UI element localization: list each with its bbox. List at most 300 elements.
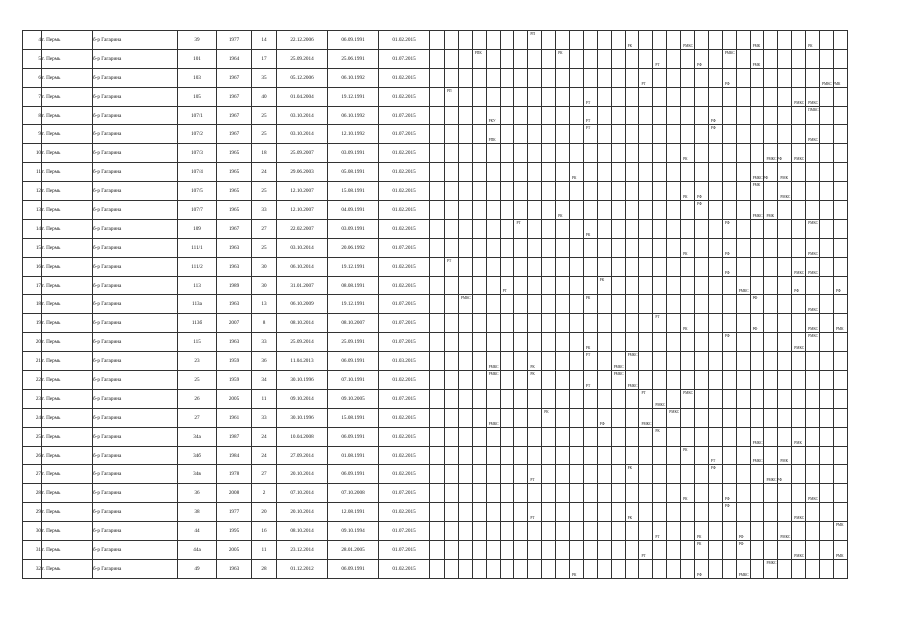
work-code: РФ	[794, 289, 800, 294]
mark-cell	[806, 219, 820, 238]
house-number-cell: 36	[178, 484, 217, 503]
date-cell-2: 25.06.1991	[328, 49, 379, 68]
work-code: РФ	[724, 504, 730, 509]
table-row	[23, 465, 848, 484]
mark-cell	[472, 238, 486, 257]
work-code: РМКС	[488, 372, 499, 377]
mark-cell	[778, 484, 792, 503]
date-cell-3: 01.02.2015	[379, 503, 430, 522]
mark-cell	[736, 427, 750, 446]
mark-cell	[445, 446, 459, 465]
mark-cell	[542, 219, 556, 238]
mark-cell	[681, 465, 695, 484]
mark-cell	[667, 522, 681, 541]
mark-cell	[542, 201, 556, 220]
mark-cell	[528, 333, 542, 352]
mark-cell	[653, 49, 667, 68]
mark-cell	[722, 201, 736, 220]
mark-cell	[583, 465, 597, 484]
mark-cell	[764, 125, 778, 144]
mark-cell	[611, 144, 625, 163]
work-code: РМКС	[794, 516, 805, 521]
mark-cell	[667, 238, 681, 257]
mark-cell	[750, 427, 764, 446]
mark-cell	[514, 31, 528, 50]
mark-cell	[458, 144, 472, 163]
mark-cell	[528, 352, 542, 371]
mark-cell	[653, 352, 667, 371]
mark-cell	[528, 106, 542, 125]
mark-cell	[625, 352, 639, 371]
build-year-cell: 1963	[217, 295, 252, 314]
table-row	[23, 68, 848, 87]
mark-cell	[445, 484, 459, 503]
spacer-cell	[430, 219, 445, 238]
mark-cell	[611, 408, 625, 427]
mark-cell	[486, 276, 500, 295]
mark-cell	[597, 484, 611, 503]
mark-cell	[542, 163, 556, 182]
mark-cell	[458, 238, 472, 257]
mark-cell	[611, 201, 625, 220]
mark-cell	[736, 125, 750, 144]
mark-cell	[764, 295, 778, 314]
city-cell: г. Пермь	[42, 352, 93, 371]
mark-cell	[514, 522, 528, 541]
mark-cell	[722, 484, 736, 503]
street-cell: б-р Гагарина	[93, 295, 178, 314]
table-row	[23, 87, 848, 106]
mark-cell	[486, 106, 500, 125]
row-number: 24	[23, 408, 42, 427]
work-code: РМКС	[669, 409, 680, 414]
mark-cell	[472, 522, 486, 541]
build-year-cell: 1959	[217, 371, 252, 390]
mark-cell	[556, 484, 570, 503]
mark-cell	[500, 125, 514, 144]
mark-cell	[486, 465, 500, 484]
work-code: РТ	[447, 258, 452, 263]
mark-cell	[472, 465, 486, 484]
mark-cell	[639, 522, 653, 541]
mark-cell	[695, 182, 709, 201]
work-code: РТ	[585, 100, 591, 105]
row-number: 20	[23, 333, 42, 352]
mark-cell	[597, 503, 611, 522]
mark-cell	[445, 503, 459, 522]
mark-cell	[486, 408, 500, 427]
mark-cell	[778, 257, 792, 276]
build-year-cell: 1987	[217, 427, 252, 446]
mark-cell	[750, 68, 764, 87]
mark-cell	[570, 352, 584, 371]
mark-cell	[458, 522, 472, 541]
house-number-cell: 107/3	[178, 144, 217, 163]
mark-cell	[611, 182, 625, 201]
mark-cell	[667, 371, 681, 390]
mark-cell	[597, 125, 611, 144]
row-number: 18	[23, 295, 42, 314]
mark-cell	[778, 333, 792, 352]
date-cell-1: 06.10.2009	[277, 295, 328, 314]
mark-cell	[764, 371, 778, 390]
register-body	[23, 31, 848, 579]
mark-cell	[514, 219, 528, 238]
mark-cell	[667, 163, 681, 182]
work-code: РМКС	[752, 213, 763, 218]
date-cell-2: 01.08.1991	[328, 446, 379, 465]
work-code: РФ	[599, 421, 605, 426]
mark-cell	[695, 503, 709, 522]
mark-cell	[778, 465, 792, 484]
mark-cell	[514, 352, 528, 371]
mark-cell	[778, 144, 792, 163]
date-cell-3: 01.02.2015	[379, 427, 430, 446]
mark-cell	[570, 182, 584, 201]
date-cell-1: 03.10.2014	[277, 106, 328, 125]
street-cell: б-р Гагарина	[93, 352, 178, 371]
work-code: РФ	[697, 62, 702, 67]
mark-cell	[736, 371, 750, 390]
spacer-cell	[430, 49, 445, 68]
work-code: РМКС	[683, 43, 694, 48]
mark-cell	[542, 144, 556, 163]
row-number: 30	[23, 522, 42, 541]
mark-cell	[528, 201, 542, 220]
mark-cell	[583, 371, 597, 390]
work-code: РФ	[738, 535, 744, 540]
mark-cell	[833, 201, 847, 220]
work-code: РТ	[641, 390, 646, 395]
mark-cell	[445, 389, 459, 408]
mark-cell	[625, 238, 639, 257]
city-cell: г. Пермь	[42, 201, 93, 220]
mark-cell	[445, 522, 459, 541]
city-cell: г. Пермь	[42, 371, 93, 390]
date-cell-2: 05.08.1991	[328, 163, 379, 182]
work-code: РФ	[835, 289, 841, 294]
spacer-cell	[430, 503, 445, 522]
row-number: 26	[23, 446, 42, 465]
mark-cell	[445, 352, 459, 371]
row-number: 12	[23, 182, 42, 201]
mark-cell	[695, 446, 709, 465]
mark-cell	[528, 238, 542, 257]
mark-cell	[556, 49, 570, 68]
mark-cell	[458, 371, 472, 390]
mark-cell	[806, 465, 820, 484]
mark-cell	[583, 276, 597, 295]
mark-cell	[806, 87, 820, 106]
mark-cell	[722, 559, 736, 578]
date-cell-1: 07.10.2014	[277, 484, 328, 503]
mark-cell	[445, 465, 459, 484]
mark-cell	[681, 125, 695, 144]
mark-cell	[514, 559, 528, 578]
mark-cell	[611, 522, 625, 541]
date-cell-2: 06.09.1991	[328, 465, 379, 484]
spacer-cell	[430, 87, 445, 106]
table-row	[23, 446, 848, 465]
work-code: РТ	[530, 478, 535, 483]
mark-cell	[528, 314, 542, 333]
house-number-cell: 101	[178, 49, 217, 68]
table-row	[23, 182, 848, 201]
table-row	[23, 333, 848, 352]
mark-cell	[528, 49, 542, 68]
mark-cell	[583, 408, 597, 427]
mark-cell	[625, 257, 639, 276]
table-row	[23, 389, 848, 408]
mark-cell	[625, 31, 639, 50]
house-number-cell: 49	[178, 559, 217, 578]
mark-cell	[792, 427, 806, 446]
spacer-cell	[430, 163, 445, 182]
work-code: РМКС РФ	[766, 157, 783, 162]
mark-cell	[667, 446, 681, 465]
table-row	[23, 559, 848, 578]
mark-cell	[681, 219, 695, 238]
work-code: РФ	[697, 195, 702, 200]
mark-cell	[764, 163, 778, 182]
mark-cell	[639, 87, 653, 106]
mark-cell	[820, 541, 834, 560]
mark-cell	[639, 389, 653, 408]
mark-cell	[792, 389, 806, 408]
mark-cell	[653, 257, 667, 276]
wear-cell: 33	[252, 408, 277, 427]
mark-cell	[625, 163, 639, 182]
mark-cell	[556, 427, 570, 446]
mark-cell	[639, 219, 653, 238]
mark-cell	[486, 68, 500, 87]
mark-cell	[695, 49, 709, 68]
work-code: РМКС РФ	[752, 176, 769, 181]
mark-cell	[458, 389, 472, 408]
city-cell: г. Пермь	[42, 182, 93, 201]
mark-cell	[514, 106, 528, 125]
mark-cell	[653, 427, 667, 446]
wear-cell: 14	[252, 31, 277, 50]
mark-cell	[458, 68, 472, 87]
mark-cell	[750, 408, 764, 427]
mark-cell	[708, 31, 722, 50]
mark-cell	[681, 201, 695, 220]
work-code: РМК	[752, 43, 761, 48]
mark-cell	[833, 484, 847, 503]
city-cell: г. Пермь	[42, 68, 93, 87]
house-number-cell: 23	[178, 352, 217, 371]
mark-cell	[653, 87, 667, 106]
mark-cell	[722, 106, 736, 125]
mark-cell	[778, 276, 792, 295]
city-cell: г. Пермь	[42, 446, 93, 465]
mark-cell	[583, 238, 597, 257]
mark-cell	[764, 219, 778, 238]
table-row	[23, 219, 848, 238]
mark-cell	[570, 559, 584, 578]
table-row	[23, 484, 848, 503]
mark-cell	[611, 106, 625, 125]
work-code: РМКС	[488, 365, 499, 370]
mark-cell	[486, 125, 500, 144]
mark-cell	[542, 352, 556, 371]
mark-cell	[708, 201, 722, 220]
mark-cell	[681, 295, 695, 314]
mark-cell	[556, 31, 570, 50]
mark-cell	[597, 446, 611, 465]
mark-cell	[611, 257, 625, 276]
mark-cell	[500, 446, 514, 465]
work-code: РМКС	[613, 372, 624, 377]
date-cell-3: 01.02.2015	[379, 87, 430, 106]
spacer-cell	[430, 257, 445, 276]
mark-cell	[695, 295, 709, 314]
mark-cell	[458, 125, 472, 144]
mark-cell	[625, 87, 639, 106]
mark-cell	[695, 257, 709, 276]
mark-cell	[445, 201, 459, 220]
work-code: РМКС	[641, 421, 652, 426]
date-cell-1: 22.02.2007	[277, 219, 328, 238]
city-cell: г. Пермь	[42, 238, 93, 257]
date-cell-3: 01.03.2015	[379, 352, 430, 371]
mark-cell	[722, 389, 736, 408]
build-year-cell: 1965	[217, 201, 252, 220]
mark-cell	[625, 559, 639, 578]
street-cell: б-р Гагарина	[93, 503, 178, 522]
mark-cell	[500, 182, 514, 201]
mark-cell	[736, 446, 750, 465]
work-code: РК	[683, 497, 688, 502]
mark-cell	[570, 238, 584, 257]
mark-cell	[750, 389, 764, 408]
mark-cell	[722, 31, 736, 50]
work-code: РМК	[835, 553, 844, 558]
work-code: РФ	[710, 466, 716, 471]
mark-cell	[528, 541, 542, 560]
date-cell-1: 20.10.2014	[277, 465, 328, 484]
work-code: РТ	[585, 383, 591, 388]
mark-cell	[750, 257, 764, 276]
mark-cell	[570, 163, 584, 182]
mark-cell	[458, 314, 472, 333]
work-code: РФ	[697, 572, 702, 577]
mark-cell	[653, 201, 667, 220]
mark-cell	[722, 541, 736, 560]
mark-cell	[514, 408, 528, 427]
mark-cell	[514, 484, 528, 503]
mark-cell	[486, 182, 500, 201]
mark-cell	[445, 314, 459, 333]
mark-cell	[667, 106, 681, 125]
mark-cell	[639, 125, 653, 144]
mark-cell	[708, 371, 722, 390]
spacer-cell	[430, 276, 445, 295]
mark-cell	[792, 314, 806, 333]
mark-cell	[486, 314, 500, 333]
mark-cell	[695, 352, 709, 371]
house-number-cell: 27	[178, 408, 217, 427]
mark-cell	[667, 559, 681, 578]
mark-cell	[806, 408, 820, 427]
mark-cell	[556, 465, 570, 484]
work-code: РТ	[710, 459, 716, 464]
mark-cell	[514, 68, 528, 87]
mark-cell	[611, 68, 625, 87]
mark-cell	[472, 333, 486, 352]
mark-cell	[736, 201, 750, 220]
date-cell-2: 15.08.1991	[328, 182, 379, 201]
mark-cell	[528, 125, 542, 144]
work-code: РК	[627, 43, 632, 48]
mark-cell	[806, 541, 820, 560]
work-code: РМКС	[780, 195, 791, 200]
date-cell-1: 25.09.2014	[277, 49, 328, 68]
mark-cell	[750, 144, 764, 163]
city-cell: г. Пермь	[42, 389, 93, 408]
wear-cell: 30	[252, 257, 277, 276]
date-cell-2: 06.09.1991	[328, 427, 379, 446]
work-code: РК	[627, 466, 632, 471]
mark-cell	[708, 314, 722, 333]
date-cell-2: 12.08.1991	[328, 503, 379, 522]
mark-cell	[681, 559, 695, 578]
mark-cell	[514, 295, 528, 314]
mark-cell	[528, 182, 542, 201]
mark-cell	[445, 219, 459, 238]
date-cell-1: 01.12.2012	[277, 559, 328, 578]
mark-cell	[472, 144, 486, 163]
mark-cell	[514, 163, 528, 182]
mark-cell	[542, 446, 556, 465]
mark-cell	[708, 87, 722, 106]
mark-cell	[458, 163, 472, 182]
mark-cell	[625, 484, 639, 503]
mark-cell	[611, 541, 625, 560]
mark-cell	[806, 144, 820, 163]
mark-cell	[625, 427, 639, 446]
mark-cell	[556, 389, 570, 408]
mark-cell	[486, 201, 500, 220]
mark-cell	[542, 333, 556, 352]
mark-cell	[500, 144, 514, 163]
mark-cell	[764, 49, 778, 68]
mark-cell	[833, 182, 847, 201]
mark-cell	[542, 559, 556, 578]
mark-cell	[570, 408, 584, 427]
mark-cell	[778, 352, 792, 371]
mark-cell	[653, 408, 667, 427]
mark-cell	[556, 541, 570, 560]
work-code: РП	[447, 88, 452, 93]
mark-cell	[445, 31, 459, 50]
mark-cell	[500, 219, 514, 238]
mark-cell	[653, 522, 667, 541]
table-row	[23, 522, 848, 541]
mark-cell	[806, 276, 820, 295]
city-cell: г. Пермь	[42, 314, 93, 333]
mark-cell	[667, 201, 681, 220]
mark-cell	[764, 31, 778, 50]
mark-cell	[708, 257, 722, 276]
mark-cell	[764, 522, 778, 541]
spacer-cell	[430, 541, 445, 560]
mark-cell	[583, 106, 597, 125]
spacer-cell	[430, 427, 445, 446]
street-cell: б-р Гагарина	[93, 125, 178, 144]
mark-cell	[542, 408, 556, 427]
